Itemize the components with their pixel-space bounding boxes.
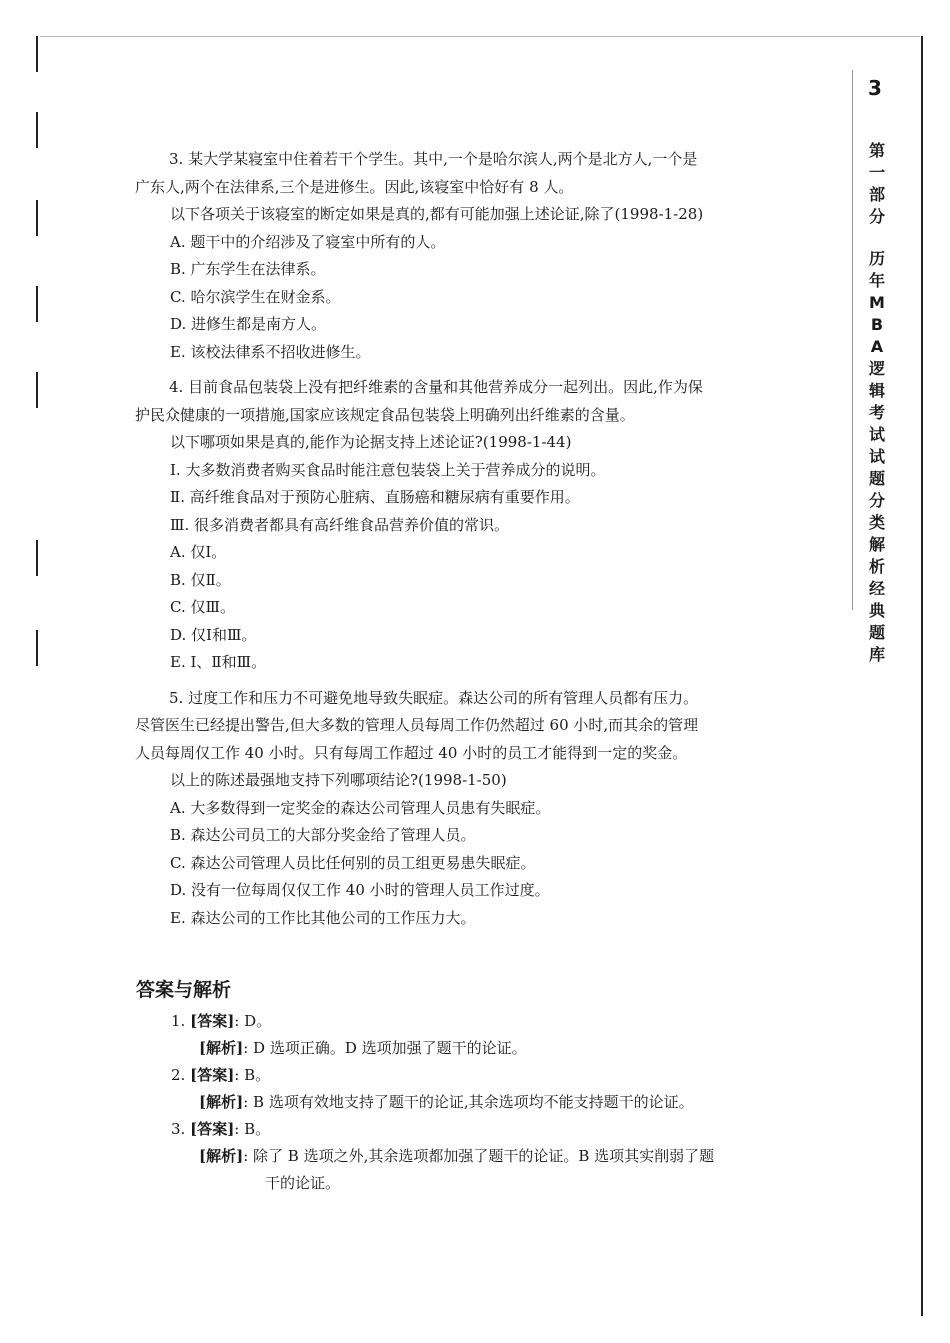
statement-ii: Ⅱ. 高纤维食品对于预防心脏病、直肠癌和糖尿病有重要作用。 [170,488,580,506]
option-b: B. 仅Ⅱ。 [170,570,231,589]
explanation-text: : D 选项正确。D 选项加强了题干的论证。 [243,1039,527,1057]
option-c: C. 仅Ⅲ。 [170,598,235,616]
questions-body [135,146,835,940]
scan-edge-line [36,540,38,576]
explanation-label: [解析] [199,1039,244,1057]
option-e: E. Ⅰ、Ⅱ和Ⅲ。 [170,653,267,671]
explanation-label: [解析] [199,1147,244,1165]
scan-top-line [40,36,920,37]
side-title-book: 历年MBA逻辑考试试题分类解析经典题库 [868,249,885,664]
question-block [135,374,835,677]
answer-value: : B。 [234,1120,271,1138]
answers-list [135,1008,835,1197]
explanation-line [135,1089,835,1116]
answer-value: : B。 [234,1066,271,1084]
question-stem: 广东人,两个在法律系,三个是进修生。因此,该寝室中恰好有 8 人。 [135,177,574,196]
answer-label: [答案] [190,1120,235,1138]
question-stem: 尽管医生已经提出警告,但大多数的管理人员每周工作仍然超过 60 小时,而其余的管理 [135,716,699,734]
option-d: D. 没有一位每周仅仅工作 40 小时的管理人员工作过度。 [170,881,550,899]
scan-edge-line [36,286,38,322]
explanation-line [135,1143,835,1170]
explanation-line [135,1035,835,1062]
side-title-part: 第一部分 [868,141,885,226]
scan-edge-line [36,630,38,666]
question-stem: 5. 过度工作和压力不可避免地导致失眠症。森达公司的所有管理人员都有压力。 [169,688,699,707]
explanation-continuation: 干的论证。 [265,1174,341,1192]
answer-label: [答案] [190,1012,235,1030]
answer-number: 3. [171,1120,186,1138]
option-e: E. 该校法律系不招收进修生。 [170,342,371,361]
margin-divider [852,70,853,610]
question-block [135,685,835,933]
question-stem: 4. 目前食品包装袋上没有把纤维素的含量和其他营养成分一起列出。因此,作为保 [169,378,703,396]
scan-edge-line [36,200,38,236]
option-a: A. 题干中的介绍涉及了寝室中所有的人。 [170,232,446,251]
explanation-text: : 除了 B 选项之外,其余选项都加强了题干的论证。B 选项其实削弱了题 [243,1147,715,1165]
answer-number: 1. [171,1012,186,1030]
option-a: A. 仅Ⅰ。 [170,543,227,561]
statement-i: Ⅰ. 大多数消费者购买食品时能注意包装袋上关于营养成分的说明。 [170,460,606,479]
scan-edge-line [36,372,38,408]
option-c: C. 哈尔滨学生在财金系。 [170,287,341,306]
explanation-text: : B 选项有效地支持了题干的论证,其余选项均不能支持题干的论证。 [243,1093,694,1111]
page-right-border [921,36,923,1316]
question-stem: 人员每周仅工作 40 小时。只有每周工作超过 40 小时的员工才能得到一定的奖金。 [135,743,688,762]
explanation-label: [解析] [199,1093,244,1111]
option-d: D. 进修生都是南方人。 [170,315,327,333]
question-stem: 3. 某大学某寝室中住着若干个学生。其中,一个是哈尔滨人,两个是北方人,一个是 [169,150,698,168]
answer-line [135,1008,835,1035]
option-b: B. 森达公司员工的大部分奖金给了管理人员。 [170,826,476,844]
statement-iii: Ⅲ. 很多消费者都具有高纤维食品营养价值的常识。 [170,515,510,534]
answer-number: 2. [171,1066,186,1084]
option-b: B. 广东学生在法律系。 [170,260,326,278]
answer-line [135,1062,835,1089]
side-running-title [866,140,888,666]
option-e: E. 森达公司的工作比其他公司的工作压力大。 [170,908,476,927]
question-prompt: 以下哪项如果是真的,能作为论据支持上述论证?(1998-1-44) [170,433,572,451]
answer-line [135,1116,835,1143]
question-stem: 护民众健康的一项措施,国家应该规定食品包装袋上明确列出纤维素的含量。 [135,405,635,424]
option-c: C. 森达公司管理人员比任何别的员工组更易患失眠症。 [170,853,536,872]
page-number: 3 [868,76,882,100]
scan-edge-line [36,36,38,72]
option-a: A. 大多数得到一定奖金的森达公司管理人员患有失眠症。 [170,798,551,817]
scan-edge-line [36,112,38,148]
answer-label: [答案] [190,1066,235,1084]
option-d: D. 仅Ⅰ和Ⅲ。 [170,625,257,644]
question-prompt: 以下各项关于该寝室的断定如果是真的,都有可能加强上述论证,除了(1998-1-28) [170,205,704,223]
question-prompt: 以上的陈述最强地支持下列哪项结论?(1998-1-50) [170,771,507,789]
answers-section-title: 答案与解析 [136,979,232,1001]
question-block [135,146,835,366]
answer-value: : D。 [234,1012,272,1030]
